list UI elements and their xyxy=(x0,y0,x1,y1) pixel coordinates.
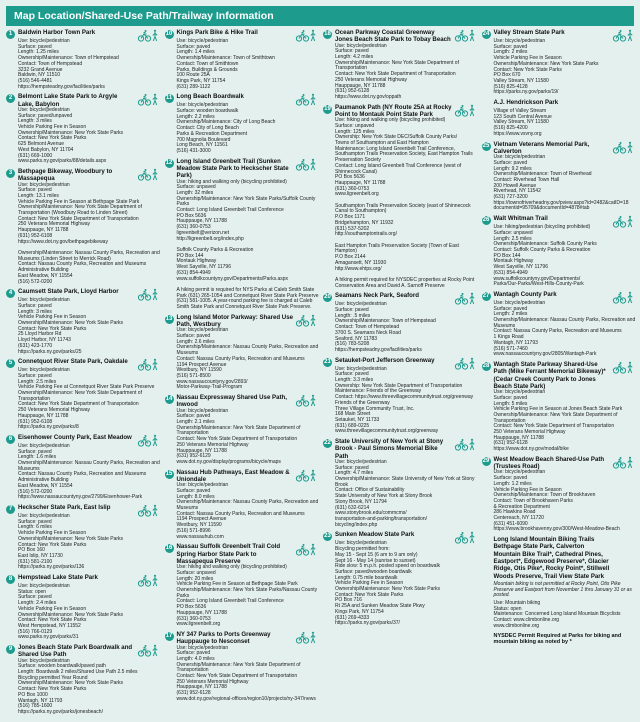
trail-entry xyxy=(323,29,478,101)
trail-details: Use: bicycle/pedestrian Surface: paved Length: 2 miles Ownership/Maintenance: Nassau County Parks, Recreation and Museums Contact: Nassau County Parks, Recreation and Museums 1 Kings Road Wantagh, NY 11793 (516) 571-7460 www.nassaucountyny.gov/2805/Wantagh-Park xyxy=(493,299,636,358)
trail-entry xyxy=(323,104,478,290)
trail-number-badge: 14 xyxy=(165,396,173,403)
mountain-biking-note: Mountain biking is not permitted at Rocky Point, Otis Pike Preserve and Eastport from November 1 thru January 31 or as posted. xyxy=(493,580,632,599)
trail-details: Use: bicycle/pedestrian Surface: paved Length: 1.2 miles Vehicle Parking Fee in Season Ownership/Maintenance: Town of Brookhaven Contact: Town of Brookhaven Parks & Recreation Department 286 Hawkins Road Centereach, NY 11720 (631) 451-6090 https://www.brookhavenny.gov/300/West-Meadow-Beach xyxy=(493,469,620,533)
trail-name: Baldwin Harbor Town Park xyxy=(18,29,96,36)
trail-entry xyxy=(482,141,637,213)
trail-name: Ocean Parkway Coastal Greenway Jones Beach State Park to Tobay Beach xyxy=(335,29,451,44)
trail-details: Use: bicycle/pedestrian Surface: wooden boardwalk Length: 2.2 miles Ownership/Maintenance: City of Long Beach Contact: City of Long Beach Parks & Recreation Department 700 Magnolia Boulevard Long Beach, NY 11561 (516) 431-3000 xyxy=(176,102,276,154)
trail-name: Sunken Meadow State Park xyxy=(335,531,415,539)
trail-name: Seamans Neck Park, Seaford xyxy=(335,292,420,300)
trail-number-badge: 16 xyxy=(165,545,173,552)
trail-name: A.J. Hendrickson Park xyxy=(493,99,559,107)
trail-number-badge: 12 xyxy=(165,159,173,166)
trail-details: Use: hiking and walking only (bicycling prohibited) Surface: unpaved Length: 125 miles Ownership: New York State DEC/Suffolk County Parks/ Towns of Southampton and East Hampton Maintenance: Long Island Greenbelt Trail Conference, Southampton Trails Preservation Society, East Hampton Trails Preservation Society Contact: Long Island Greenbelt Trail Conference (west of Shinnecock Canal) PO Box 5636 Hauppauge, NY 11788 (631) 360-0753 www.ligreenbelt.org Southampton Trails Preservation Society (east of Shinnecock Canal to Southampton) P.O Box 1171 Bridgehampton, NY 11932 (631) 537-5202 http://southamptontrails.org/ East Hampton Trails Preservation Society (Town of East Hampton) P.O Box 2144 Amagansett, NY 11930 http://www.ehtps.org/ A hiking permit required for NYSDEC properties at Rocky Point Conservation Area and David A. Sarnoff Preserve xyxy=(335,117,475,289)
trail-number-badge: 3 xyxy=(6,169,15,178)
bike-and-hiker-icon xyxy=(295,93,317,106)
mountain-biking-title: Long Island Mountain Biking Trails Bethpage State Park, Calverton Mountain Bike Trail*, Cathedral Pines, Eastport*, Edgewood Preserve*, Glacier Ridge, Otis Pike*, Rocky Point*, Stillwell Woods Preserve, Trail View State Park xyxy=(493,536,610,580)
trail-details: Use: bicycle/pedestrian Bicycling permitted from: May 15 - Sept 15 (6 am to 9 am only) Sept 16 - May 14 (sunrise to sunset) Ride slow: 5 m.p.h. posted speed on boardwalk Surface: paved/wooden boardwalk Length: 0.75 mile boardwalk Vehicle Parking Fee in Season Ownership/Maintenance: New York State Parks Contact: New York State Parks PO Box 716 Rt 25A and Sunken Meadow State Pkwy Kings Park, NY 11754 (631) 269-4333 https://parks.ny.gov/parks/37/ xyxy=(335,540,441,627)
bike-and-hiker-icon xyxy=(295,29,317,42)
trail-details: Use: bicycle/pedestrian Surface: paved Length: 3 miles Vehicle Parking Fee in Season Ownership/Maintenance: New York State Parks Contact: New York State Parks 25 Lloyd Harbor Rd Lloyd Harbor, NY 11743 (631) 423-1770 https://parks.ny.gov/parks/25 xyxy=(18,297,124,355)
trail-number-badge: 19 xyxy=(324,105,331,112)
bike-and-hiker-icon xyxy=(137,168,159,181)
trail-details: Use: bicycle/pedestrian Surface: paved Length: 2.6 miles Ownership/Maintenance: Nassau County Parks, Recreation and Museums Contact: Nassau County Parks, Recreation and Museums 1194 Prospect Avenue Westbury, NY 11590 (516) 571-8500 www.nassaucountyny.gov/2893/ Motor-Parkway-Trail-Program xyxy=(176,327,319,391)
bike-and-hiker-icon xyxy=(295,394,317,407)
bike-and-hiker-icon xyxy=(295,158,317,171)
trail-number-badge: 5 xyxy=(6,359,15,368)
trail-name: Long Island Motor Parkway: Shared Use Path, Westbury xyxy=(176,313,293,329)
trail-number-badge: 18 xyxy=(324,31,331,37)
bike-and-hiker-icon xyxy=(137,574,159,587)
bike-and-hiker-icon xyxy=(295,314,317,327)
bike-and-hiker-icon xyxy=(137,504,159,517)
bike-and-hiker-icon xyxy=(454,357,476,370)
trail-details: Use: bicycle/pedestrian Surface: paved Length: 4.2 miles Ownership/Maintenance: New York State Department of Transportation Contact: New York State Department of Transportation 250 Veterans Memorial Highway Hauppauge, NY 11788 (631) 952-6128 https://www.dot.ny.gov/oppath xyxy=(335,42,459,100)
trail-entry xyxy=(6,504,161,571)
trail-entry xyxy=(482,29,637,96)
trail-number-badge: 7 xyxy=(6,505,15,514)
trail-details: Use: bicycle/pedestrian Surface: paved Length: 1.25 miles Ownership/Maintenance: Town of Hempstead Contact: Town of Hempstead 3232 Grand Avenue Baldwin, NY 11510 (516) 546-4481 https://hempsteadny.gov/facilities/parks xyxy=(18,38,119,90)
trail-number-badge: 10 xyxy=(165,31,173,37)
trail-number-badge: 29 xyxy=(482,457,490,464)
trail-name: Nassau Expressway Shared Use Path, Inwood xyxy=(176,394,287,409)
trail-details: Use: bicycle/pedestrian Surface: paved Length: 6 miles Vehicle Parking Fee in Season Ownership/Maintenance: New York State Parks Contact: New York State Parks PO Box 160 East Islip, NY 11730 (631) 581-2100 https://parks.ny.gov/parks/136 xyxy=(18,513,124,571)
trail-name: Nassau Hub Pathways, East Meadow & Uniondale xyxy=(176,468,290,483)
trail-name: Heckscher State Park, East Islip xyxy=(18,504,111,511)
trail-name: Nassau Suffolk Greenbelt Trail Cold Spring Harbor State Park to Massapequa Preserve xyxy=(176,543,281,565)
trail-name: Vietnam Veterans Memorial Park, Calverton xyxy=(493,140,590,155)
trail-number-badge: 15 xyxy=(165,470,173,477)
column-1 xyxy=(6,29,161,719)
trail-entry xyxy=(165,93,320,154)
trail-number-badge: 26 xyxy=(482,217,490,224)
trail-details: Use: bicycle/pedestrian Surface: paved Length: 4.0 miles Ownership/Maintenance: New York State Department of Transportation Contact: New York State Department of Transportation 250 Veterans Memorial Highway Hauppauge, NY 11788 (631) 952-6128 www.dot.ny.gov/regional-offices/region10/projects/ny-347/news xyxy=(176,644,316,702)
trail-name: Wantagh State Parkway Shared-Use Path (Mike Ferrant Memorial Bikeway)* (Cedar Creek County Park to Jones Beach State Park) xyxy=(493,360,606,390)
trail-entry xyxy=(6,434,161,501)
trail-entry xyxy=(482,291,637,358)
columns xyxy=(0,29,640,719)
trail-name: Long Beach Boardwalk xyxy=(176,93,244,101)
bike-and-hiker-icon xyxy=(295,543,317,556)
trail-details: Use: bicycle/pedestrian Status: open Surface: paved Length: 2.4 miles Vehicle Parking Fee in Season Ownership/Maintenance: New York State Parks Contact: New York State Parks West Hempstead, NY 11552 (516) 766-0129 www.parks.ny.gov/parks/31 xyxy=(18,583,124,641)
bike-and-hiker-icon xyxy=(137,644,159,657)
trail-name: Connetquot River State Park, Oakdale xyxy=(18,358,128,366)
trail-entry xyxy=(323,531,478,627)
trail-entry xyxy=(165,631,320,703)
trail-details: Use: bicycle/pedestrian Surface: wooden boardwalk/paved path Length: Boardwalk 2 miles/Shared Use Path 2.5 miles Bicycling permitted Year Round Ownership/Maintenance: New York State Parks Contact: New York State Parks PO Box 1000 Wantagh, NY 11793 (516) 785-1600 https://parks.ny.gov/parks/jonesbeach/ xyxy=(18,657,138,715)
bike-and-hiker-icon xyxy=(137,434,159,447)
trail-entry xyxy=(6,358,161,431)
trail-number-badge: 13 xyxy=(165,315,173,322)
trail-details: Use: bicycle/pedestrian Surface: paved Length: 2.1 miles Ownership/Maintenance: New York State Department of Transportation Contact: New York State Department of Transportation 250 Veterans Memorial Highway Hauppauge, NY 11788 (631) 952-6129 www.dot.ny.gov/display/programs/bicycle/maps xyxy=(176,407,301,465)
trail-number-badge: 4 xyxy=(6,289,15,298)
trail-entry xyxy=(323,357,478,435)
trail-details: Use: bicycle/pedestrian Surface: paved Length: 5 miles Vehicle Parking Fee in Season at Jones Beach State Park Ownership/Maintenance: New York State Department of Transportation Contact: New York State Department of Transportation 250 Veterans Memorial Highway Hauppauge, NY 11788 (631) 952-6128 https://www.dot.ny.gov/modal/bike xyxy=(493,389,623,453)
bike-and-hiker-icon xyxy=(454,104,476,117)
trail-details: Use: bicycle/pedestrian Surface: paved Length: 4.7 miles Ownership/Maintenance: State University of New York at Stony Brook Contact: Office of Sustainability State University of New York at Stony Brook Stony Brook, NY 11794 (631) 632-6214 www.stonybrook.edu/commcms/ transportation-and-parking/transportation/ bicycling/index.php xyxy=(335,458,475,528)
trail-name: Long Island Greenbelt Trail (Sunken Meadow State Park to Heckscher State Park) xyxy=(176,157,289,180)
trail-number-badge: 22 xyxy=(324,440,331,447)
trail-entry xyxy=(482,361,637,453)
trail-name: Kings Park Bike & Hike Trail xyxy=(176,29,258,36)
trail-name: Setauket-Port Jefferson Greenway xyxy=(335,356,435,364)
trail-number-badge: 25 xyxy=(482,142,490,149)
trail-entry xyxy=(482,99,637,138)
mountain-biking-heading xyxy=(482,536,637,580)
trail-name: Belmont Lake State Park to Argyle Lake, Babylon xyxy=(18,93,118,108)
trail-name: Wantagh County Park xyxy=(493,290,557,298)
bike-and-hiker-icon xyxy=(454,29,476,42)
trail-details: Use: bicycle/pedestrian Surface: paved Length: 13.1 miles Vehicle Parking Fee in Season at Bethpage State Park Ownership/Maintenance: New York State Department of Transportation (Woodbury Road to Linden Street) Contact: New York State Department of Transportation 250 Veterans Memorial Highway Hauppauge, NY 11788 (631) 952-6108 https://www.dot.ny.gov/bethpagebikeway Ownership/Maintenance: Nassau County Parks, Recreation and Museums (Linden Street to Merrick Road) Contact: Nassau County Parks, Recreation and Museums Administrative Building East Meadow, NY 11554 (516) 572-0200 xyxy=(18,181,160,285)
trail-entry xyxy=(6,574,161,641)
bike-and-hiker-icon xyxy=(612,141,634,154)
trail-number-badge: 23 xyxy=(324,533,331,540)
trail-name: Caumsett State Park, Lloyd Harbor xyxy=(18,288,119,296)
trail-details: Use: hiking and walking only (bicycling prohibited) Surface: unpaved Length: 20 miles Vehicle Parking Fee in Season at Bethpage State Park Ownership/Maintenance: New York State Parks/Nassau County Parks Contact: Long Island Greenbelt Trail Conference PO Box 5636 Hauppauge, NY 11788 (631) 360-0753 www.ligreenbelt.org xyxy=(176,564,318,628)
trail-entry xyxy=(6,93,161,165)
trail-entry xyxy=(165,394,320,466)
trail-entry xyxy=(482,456,637,533)
trail-entry xyxy=(323,438,478,528)
trail-name: Bethpage Bikeway, Woodbury to Massapequa xyxy=(18,167,113,183)
bike-and-hiker-icon xyxy=(454,292,476,305)
column-4 xyxy=(482,29,637,719)
permit-note: NYSDEC Permit Required at Parks for biking and mountain biking as noted by * xyxy=(493,632,622,645)
bike-and-hiker-icon xyxy=(137,358,159,371)
trail-entry xyxy=(323,292,478,353)
trail-entry xyxy=(165,158,320,311)
trail-entry xyxy=(165,29,320,90)
trail-name: Jones Beach State Park Boardwalk and Shared Use Path xyxy=(18,644,133,659)
trail-name: Eisenhower County Park, East Meadow xyxy=(18,433,132,441)
trail-number-badge: 27 xyxy=(482,292,490,299)
trail-number-badge: 1 xyxy=(6,30,15,39)
trail-details: Village of Valley Stream 123 South Central Avenue Valley Stream, NY 11580 (516) 825-4200 https://www.vsvny.org xyxy=(493,108,552,137)
trail-number-badge: 9 xyxy=(6,645,15,654)
trail-entry xyxy=(6,288,161,355)
trail-number-badge: 24 xyxy=(482,31,490,37)
trail-details: Use: bicycle/pedestrian Surface: paved Length: 9.2 miles Ownership/Maintenance: Town of Riverhead Contact: Riverhead Town Hall 200 Howell Avenue Riverhead, NY 11542 (631) 727-3200 https://townofriverheadny.gov/pview.aspx?id=2482&catID=18 documentid=95709&documentId=4878#tab xyxy=(493,154,629,212)
trail-number-badge: 17 xyxy=(165,632,173,639)
bike-and-hiker-icon xyxy=(137,93,159,106)
trail-number-badge: 21 xyxy=(324,358,331,365)
trail-name: State University of New York at Stony Brook - Paul Simons Memorial Bike Path xyxy=(335,438,444,460)
bike-and-hiker-icon xyxy=(612,291,634,304)
bike-and-hiker-icon xyxy=(612,215,634,228)
trail-entry xyxy=(165,469,320,541)
trail-details: Use: bicycle/pedestrian Surface: paved Length: 2 miles Vehicle Parking Fee in Season Ownership/Maintenance: New York State Parks Contact: New York State Parks PO Box 670 Valley Stream, NY 11580 (516) 825-4128 https://parks.ny.gov/parks/19/ xyxy=(493,38,599,96)
mountain-biking-section xyxy=(482,536,637,645)
trail-number-badge: 6 xyxy=(6,435,15,444)
trail-name: Valley Stream State Park xyxy=(493,29,565,36)
trail-details: Use: bicycle/pedestrian Surface: paved Length: .5 miles Ownership/Maintenance: Town of Hempstead Contact: Town of Hempstead 3700 S. Seamans Neck Road Seaford, NY 11783 (516) 783-5208 https://hempsteadny.gov/facilities/parks xyxy=(335,301,436,353)
bike-and-hiker-icon xyxy=(612,456,634,469)
trail-number-badge: 11 xyxy=(165,95,173,102)
trail-entry xyxy=(6,29,161,90)
trail-details: Use: bicycle/pedestrian Surface: paved Length: 1.4 miles Ownership/Maintenance: Town of Smithtown Contact: Town of Smithtown Parks, Buildings & Grounds 100 Route 25A Kings Park, NY 11754 (631) 289-1122 xyxy=(176,38,276,90)
column-3 xyxy=(323,29,478,719)
trail-details: Use: bicycle/pedestrian Surface: paved Length: 3.3 miles Ownership: New York State Department of Transportation Maintenance: Friends of the Greenway Contact: https://www.threevillagecommunitytrust.org/greenway Friends of the Greenway Three Village Community Trust, Inc. 168 Main Street Setauket, NY 11733 (631) 689-0225 www.threevillagecommunitytrust.org/greenway xyxy=(335,365,474,435)
trail-entry xyxy=(165,543,320,628)
column-2 xyxy=(165,29,320,719)
bike-and-hiker-icon xyxy=(137,288,159,301)
bike-and-hiker-icon xyxy=(612,361,634,374)
trail-details: Use: bicycle/pedestrian Surface: paved Length: 8.0 miles Ownership/Maintenance: Nassau County Parks, Recreation and Museums Contact: Nassau County Parks, Recreation and Museums 1194 Prospect Avenue Westbury, NY 11590 (516) 571-8996 www.nassauhub.com xyxy=(176,482,319,540)
trail-entry xyxy=(165,314,320,391)
trail-number-badge: 8 xyxy=(6,575,15,584)
trail-name: Walt Whitman Trail xyxy=(493,215,548,223)
trail-details: Use: bicycle/pedestrian Surface: paved/unpaved Length: 3 miles Vehicle Parking Fee in Season Ownership/Maintenance: New York State Parks Contact: New York State Parks 625 Belmont Avenue West Babylon, NY 11704 (631) 669-1000 www.parks.ny.gov/parks/88/details.aspx xyxy=(18,106,124,165)
trail-number-badge: 2 xyxy=(6,94,15,103)
bike-and-hiker-icon xyxy=(137,29,159,42)
bike-and-hiker-icon xyxy=(454,531,476,544)
trail-entry xyxy=(6,644,161,716)
trail-name: Paumanok Path (NY Route 25A at Rocky Point to Montauk Point State Park xyxy=(335,103,452,118)
trail-number-badge: 28 xyxy=(482,362,490,369)
trail-details: Use: hiking and walking only (bicycling prohibited) Surface: unpaved Length: 32 miles Ownership/Maintenance: New York State Parks/Suffolk County Parks Contact: Long Island Greenbelt Trail Conference PO Box 5636 Hauppauge, NY 11788 (631) 360-0753 ligreenbelt@verizon.net http://ligreenbelt.org/index.php Suffolk County Parks & Recreation PO Box 144 Montauk Highway West Sayville, NY 11796 (631) 854-4949 www.suffolkcountyny.gov/Departments/Parks.aspx A hiking permit is required for NYS Parks at Caleb Smith State Park (631) 265-1054 and Connetquot River State Park Preserve (631) 581-1005. A year-round parking fee is charged at Caleb Smith State Park and Connetquot River State Park Preserve. xyxy=(176,178,319,311)
page-header xyxy=(6,6,634,26)
trail-entry xyxy=(6,168,161,285)
trail-details: Use: bicycle/pedestrian Surface: paved Length: 2.5 miles Vehicle Parking Fee at Connetquot River State Park Preserve Ownership/Maintenance: New York State Department of Transportation Contact: New York State Department of Transportation 250 Veterans Memorial Highway Hauppauge, NY 11788 (631) 952-6108 https://parks.ny.gov/parks/8 xyxy=(18,367,155,431)
trail-number-badge: 20 xyxy=(324,294,331,301)
bike-and-hiker-icon xyxy=(295,631,317,644)
trail-name: NY 347 Parks to Ports Greenway Hauppauge to Nesconset xyxy=(176,630,271,646)
bike-and-hiker-icon xyxy=(295,469,317,482)
trail-entry xyxy=(482,215,637,288)
page-title: Map Location/Shared-Use Path/Trailway Information xyxy=(14,10,274,22)
bike-and-hiker-icon xyxy=(612,29,634,42)
bike-and-hiker-icon xyxy=(454,438,476,451)
trail-name: West Meadow Beach Shared-Use Path (Trustees Road) xyxy=(493,455,605,471)
trail-name: Hempstead Lake State Park xyxy=(18,574,98,582)
trail-details: Use: hiking/pedestrian (bicycling prohibited) Surface: unpaved Length: 2.5 miles Ownership/Maintenance: Suffolk County Parks Contact: Suffolk County Parks & Recreation PO Box 144 Montauk Highway West Sayville, NY 11796 (631) 854-4949 www.suffolkcountyny.gov/Departments/ Parks/Our-Parks/West-Hills-County-Park xyxy=(493,224,597,288)
mountain-biking-details: Use: Mountain biking Status: open Maintenance: Concerned Long Island Mountain Bicyclists Contact: www.climbonline.org www.climbonline.org xyxy=(493,600,621,629)
trail-details: Use: bicycle/pedestrian Surface: paved Length: 1.6 miles Ownership/Maintenance: Nassau County Parks, Recreation and Museums Contact: Nassau County Parks, Recreation and Museums Administrative Building East Meadow, NY 11554 (516) 572-0200 https://www.nassaucountyny.gov/2799/Eisenhower-Park xyxy=(18,442,160,501)
